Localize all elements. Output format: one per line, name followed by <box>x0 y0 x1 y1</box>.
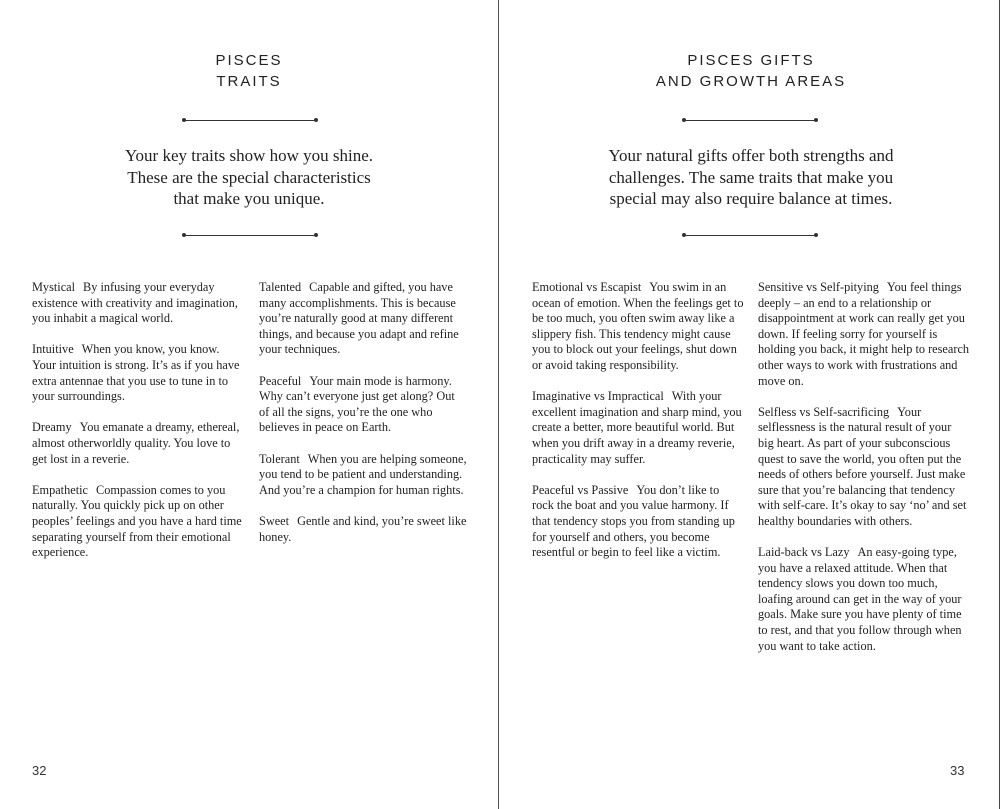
intro-line: challenges. The same traits that make you <box>608 167 894 187</box>
gift-entry <box>758 280 970 389</box>
page-number: 33 <box>950 763 965 778</box>
gift-text: You swim in an ocean of emotion. When the feelings get to be too much, you often swim away like a slippery fish. This tendency might cause you to block out your feelings, shut down or avoid taking responsibility. <box>532 280 744 372</box>
gift-term: Laid-back vs Lazy <box>758 545 850 560</box>
gift-entry <box>758 405 970 530</box>
intro-text <box>0 145 498 210</box>
left-page <box>0 0 498 809</box>
intro-line: special may also require balance at times. <box>609 189 893 208</box>
intro-line: Your key traits show how you shine. <box>124 146 374 165</box>
trait-text: When you are helping someone, you tend to be patient and understanding. And you’re a champion for human rights. <box>259 451 467 497</box>
gift-entry <box>532 389 744 467</box>
trait-entry <box>32 483 242 561</box>
title-line: TRAITS <box>216 73 282 90</box>
trait-entry <box>259 452 467 499</box>
trait-term: Dreamy <box>32 420 72 435</box>
gift-text: Your selflessness is the natural result of your big heart. As part of your subconscious quest to save the world, you often put the needs of others before yourself. Just make sure that you’re balancing that tendency with self-care. It’s okay to say ‘no’ and set healthy boundaries with others. <box>758 404 967 528</box>
gifts-column-1 <box>532 280 744 576</box>
page-title <box>0 50 498 92</box>
trait-term: Talented <box>259 280 302 294</box>
gift-entry <box>532 483 744 561</box>
gift-term: Peaceful vs Passive <box>532 482 629 497</box>
trait-term: Empathetic <box>32 482 88 497</box>
gift-term: Sensitive vs Self-pitying <box>758 280 879 294</box>
ornament-rule-top <box>184 120 316 121</box>
intro-line: Your natural gifts offer both strengths and <box>608 146 894 165</box>
trait-term: Tolerant <box>259 451 300 466</box>
trait-entry <box>259 514 467 545</box>
page-number: 32 <box>32 763 47 778</box>
trait-entry <box>259 374 467 436</box>
right-page <box>502 0 1000 809</box>
ornament-rule-bottom <box>684 235 816 236</box>
intro-line: These are the special characteristics <box>127 167 371 187</box>
trait-text: Your main mode is harmony. Why can’t everyone just get along? Out of all the signs, you’re the one who believes in peace on Earth. <box>259 373 455 435</box>
gift-entry <box>532 280 744 374</box>
trait-text: Compassion comes to you naturally. You quickly pick up on other peoples’ feelings and you have a hard time separating yourself from their emotional experience. <box>32 482 242 560</box>
gifts-column-2 <box>758 280 970 670</box>
trait-entry <box>32 280 242 327</box>
title-line: PISCES <box>215 52 283 69</box>
trait-text: By infusing your everyday existence with creativity and imagination, you inhabit a magical world. <box>32 280 238 326</box>
intro-line: that make you unique. <box>173 189 325 208</box>
traits-column-2 <box>259 280 467 561</box>
trait-text: When you know, you know. Your intuition is strong. It’s as if you have extra antennae that you use to tune in to your surroundings. <box>32 342 240 404</box>
trait-text: You emanate a dreamy, ethereal, almost otherworldly quality. You love to get lost in a reverie. <box>32 420 240 466</box>
trait-term: Peaceful <box>259 373 302 388</box>
trait-entry <box>259 280 467 358</box>
gift-term: Emotional vs Escapist <box>532 280 642 294</box>
gift-term: Imaginative vs Impractical <box>532 389 664 404</box>
page-title <box>502 50 1000 92</box>
page-gutter <box>498 0 499 809</box>
title-line: AND GROWTH AREAS <box>655 73 847 90</box>
gift-text: You feel things deeply – an end to a relationship or disappointment at work can really get you down. If feeling sorry for yourself is holding you back, it might help to research other ways to work with frustrations and move on. <box>758 280 970 388</box>
trait-term: Mystical <box>32 280 76 294</box>
gift-text: An easy-going type, you have a relaxed attitude. When that tendency slows you down too much, loafing around can get in the way of your goals. Make sure you have plenty of time to rest, and that you follow through when you want to take action. <box>758 545 962 653</box>
gift-text: You don’t like to rock the boat and you value harmony. If that tendency stops you from standing up for yourself and others, you become resentful or begin to feel like a victim. <box>532 482 735 560</box>
intro-text <box>502 145 1000 210</box>
trait-term: Sweet <box>259 513 290 528</box>
trait-entry <box>32 420 242 467</box>
gift-text: With your excellent imagination and sharp mind, you create a better, more beautiful world. But when you drift away in a dreamy reverie, practicality may suffer. <box>532 389 742 466</box>
trait-text: Gentle and kind, you’re sweet like honey. <box>259 513 467 544</box>
ornament-rule-bottom <box>184 235 316 236</box>
gift-term: Selfless vs Self-sacrificing <box>758 404 890 419</box>
trait-term: Intuitive <box>32 342 74 357</box>
trait-entry <box>32 342 242 404</box>
trait-text: Capable and gifted, you have many accomplishments. This is because you’re naturally good at many different things, and because you adapt and refine your techniques. <box>259 280 459 357</box>
ornament-rule-top <box>684 120 816 121</box>
title-line: PISCES GIFTS <box>687 52 815 69</box>
traits-column-1 <box>32 280 242 576</box>
gift-entry <box>758 545 970 654</box>
